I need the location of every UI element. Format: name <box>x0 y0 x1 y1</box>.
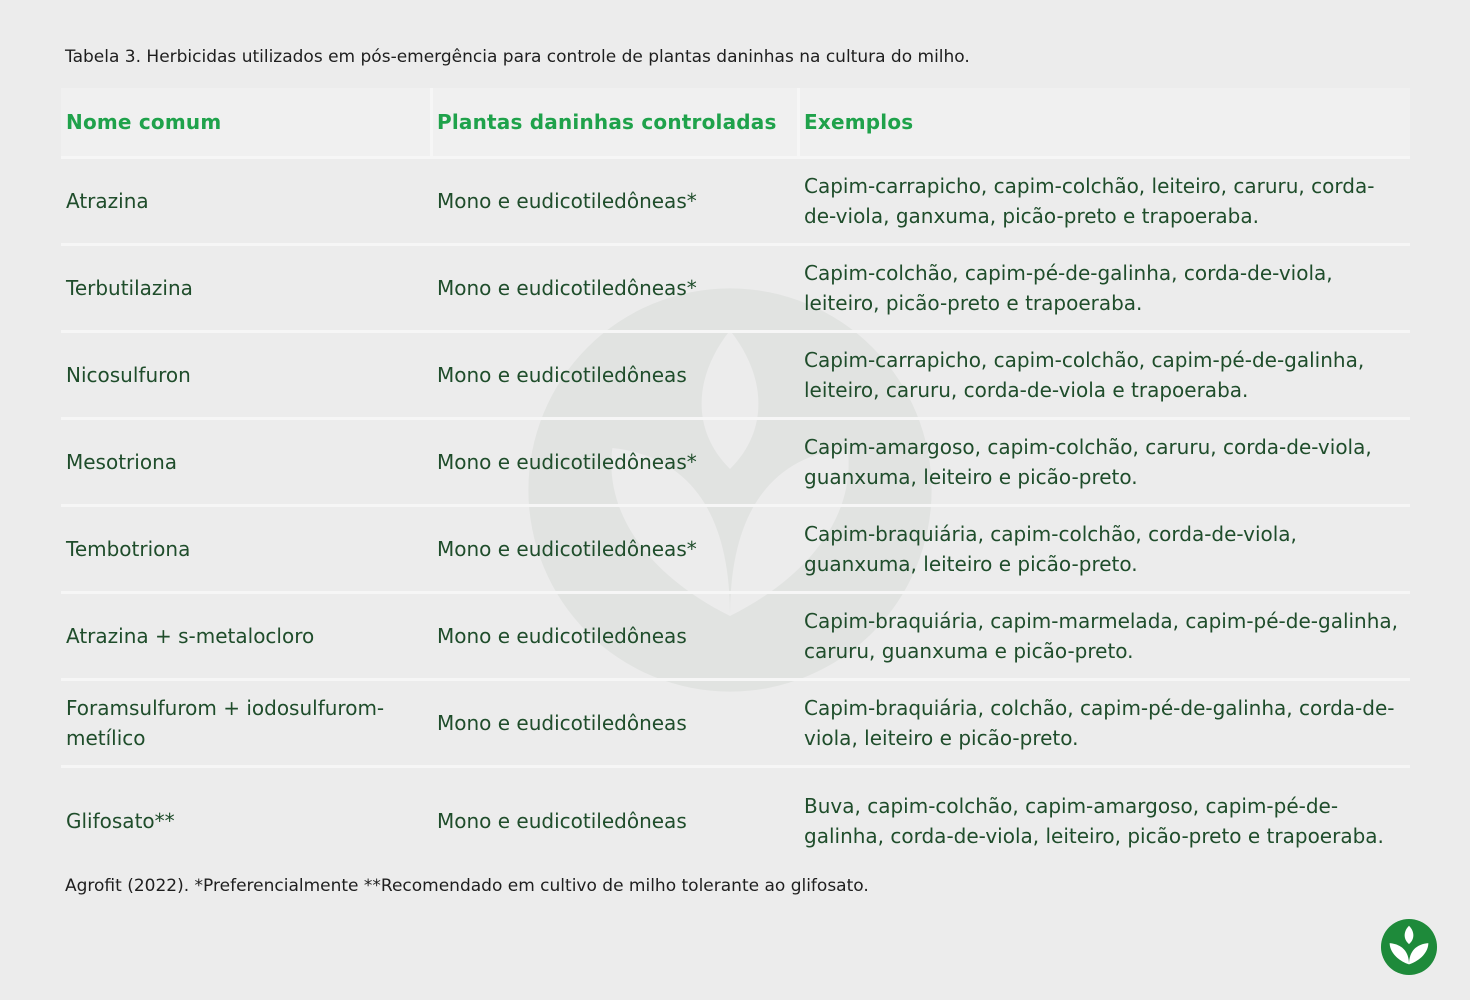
cell-exemplos: Capim-colchão, capim-pé-de-galinha, corda-de-viola, leiteiro, picão-preto e trapoeraba. <box>804 261 1333 315</box>
cell-exemplos: Capim-braquiária, colchão, capim-pé-de-galinha, corda-de-viola, leiteiro e picão-preto. <box>804 696 1395 750</box>
table-footnote: Agrofit (2022). *Preferencialmente **Recomendado em cultivo de milho tolerante ao glifosato. <box>65 876 869 896</box>
header-exemplos: Exemplos <box>804 110 914 134</box>
cell-plantas: Mono e eudicotiledôneas <box>437 809 687 833</box>
table-row <box>61 330 1410 417</box>
table-row <box>61 678 1410 765</box>
cell-nome: Terbutilazina <box>66 276 193 300</box>
leaf-sprout-logo-icon <box>1380 918 1438 976</box>
table-row <box>61 417 1410 504</box>
cell-nome: Mesotriona <box>66 450 178 474</box>
header-nome-comum: Nome comum <box>61 88 433 156</box>
cell-exemplos: Capim-carrapicho, capim-colchão, leiteiro, caruru, corda-de-viola, ganxuma, picão-preto e trapoeraba. <box>804 174 1375 228</box>
cell-nome: Foramsulfurom + iodosulfurom-metílico <box>66 696 385 750</box>
cell-exemplos: Capim-braquiária, capim-colchão, corda-de-viola, guanxuma, leiteiro e picão-preto. <box>804 522 1297 576</box>
table-row <box>61 243 1410 330</box>
cell-plantas: Mono e eudicotiledôneas <box>437 624 687 648</box>
cell-exemplos: Capim-carrapicho, capim-colchão, capim-pé-de-galinha, leiteiro, caruru, corda-de-viola e trapoeraba. <box>804 348 1365 402</box>
cell-plantas: Mono e eudicotiledôneas <box>437 711 687 735</box>
table-row <box>61 504 1410 591</box>
cell-plantas: Mono e eudicotiledôneas <box>437 363 687 387</box>
cell-exemplos: Capim-braquiária, capim-marmelada, capim-pé-de-galinha, caruru, guanxuma e picão-preto. <box>804 609 1399 663</box>
cell-plantas: Mono e eudicotiledôneas* <box>437 276 697 300</box>
table-caption: Tabela 3. Herbicidas utilizados em pós-emergência para controle de plantas daninhas na cultura do milho. <box>65 47 970 67</box>
cell-plantas: Mono e eudicotiledôneas* <box>437 537 697 561</box>
table-row <box>61 591 1410 678</box>
cell-plantas: Mono e eudicotiledôneas* <box>437 450 697 474</box>
cell-nome: Tembotriona <box>66 537 191 561</box>
table-row <box>61 765 1410 874</box>
cell-plantas: Mono e eudicotiledôneas* <box>437 189 697 213</box>
table-header-row <box>61 88 1410 156</box>
cell-nome: Atrazina + s-metalocloro <box>66 624 315 648</box>
cell-exemplos: Buva, capim-colchão, capim-amargoso, capim-pé-de-galinha, corda-de-viola, leiteiro, picão-preto e trapoeraba. <box>804 794 1384 848</box>
cell-nome: Atrazina <box>66 189 149 213</box>
cell-nome: Nicosulfuron <box>66 363 191 387</box>
cell-nome: Glifosato** <box>66 809 175 833</box>
herbicide-table <box>61 88 1410 874</box>
table-row <box>61 156 1410 243</box>
header-plantas-daninhas: Plantas daninhas controladas <box>433 88 800 156</box>
cell-exemplos: Capim-amargoso, capim-colchão, caruru, corda-de-viola, guanxuma, leiteiro e picão-preto. <box>804 435 1372 489</box>
